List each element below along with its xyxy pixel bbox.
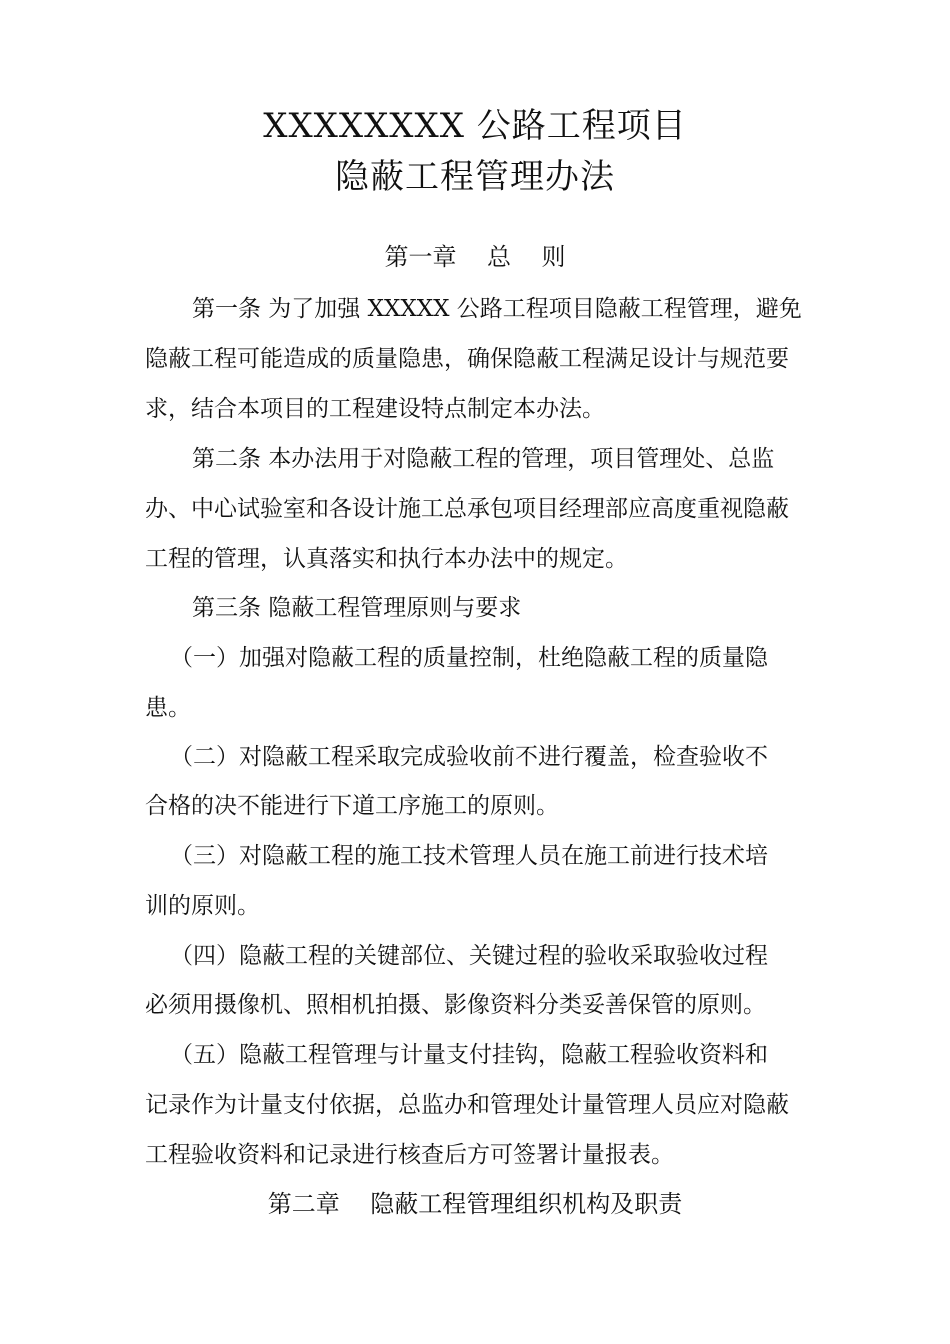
item-5-line-2: 记录作为计量支付依据，总监办和管理处计量管理人员应对隐蔽 — [145, 1092, 789, 1118]
article-2-line-3: 工程的管理，认真落实和执行本办法中的规定。 — [145, 546, 628, 572]
article-1-line-3: 求，结合本项目的工程建设特点制定本办法。 — [145, 396, 605, 422]
item-5-line-3: 工程验收资料和记录进行核查后方可签署计量报表。 — [145, 1142, 674, 1168]
item-4-line-1: （四）隐蔽工程的关键部位、关键过程的验收采取验收过程 — [170, 943, 768, 969]
item-5-line-1: （五）隐蔽工程管理与计量支付挂钩，隐蔽工程验收资料和 — [170, 1042, 768, 1068]
item-2-line-2: 合格的决不能进行下道工序施工的原则。 — [145, 793, 559, 819]
item-1-line-2: 患。 — [145, 695, 191, 721]
document-title-line-2: 隐蔽工程管理办法 — [335, 157, 615, 197]
article-3-heading: 第三条 隐蔽工程管理原则与要求 — [192, 595, 522, 621]
item-3-line-2: 训的原则。 — [145, 893, 260, 919]
document-title-line-1: XXXXXXXX 公路工程项目 — [263, 106, 687, 146]
item-3-line-1: （三）对隐蔽工程的施工技术管理人员在施工前进行技术培 — [170, 843, 768, 869]
chapter-2-heading: 第二章 隐蔽工程管理组织机构及职责 — [267, 1190, 683, 1218]
article-1-line-2: 隐蔽工程可能造成的质量隐患，确保隐蔽工程满足设计与规范要 — [145, 346, 789, 372]
item-4-line-2: 必须用摄像机、照相机拍摄、影像资料分类妥善保管的原则。 — [145, 992, 766, 1018]
article-2-line-1: 第二条 本办法用于对隐蔽工程的管理，项目管理处、总监 — [192, 446, 775, 472]
article-2-line-2: 办、中心试验室和各设计施工总承包项目经理部应高度重视隐蔽 — [145, 496, 789, 522]
chapter-1-heading: 第一章 总 则 — [384, 243, 566, 271]
article-1-line-1: 第一条 为了加强 XXXXX 公路工程项目隐蔽工程管理，避免 — [192, 296, 802, 322]
item-1-line-1: （一）加强对隐蔽工程的质量控制，杜绝隐蔽工程的质量隐 — [170, 645, 768, 671]
item-2-line-1: （二）对隐蔽工程采取完成验收前不进行覆盖，检查验收不 — [170, 744, 768, 770]
